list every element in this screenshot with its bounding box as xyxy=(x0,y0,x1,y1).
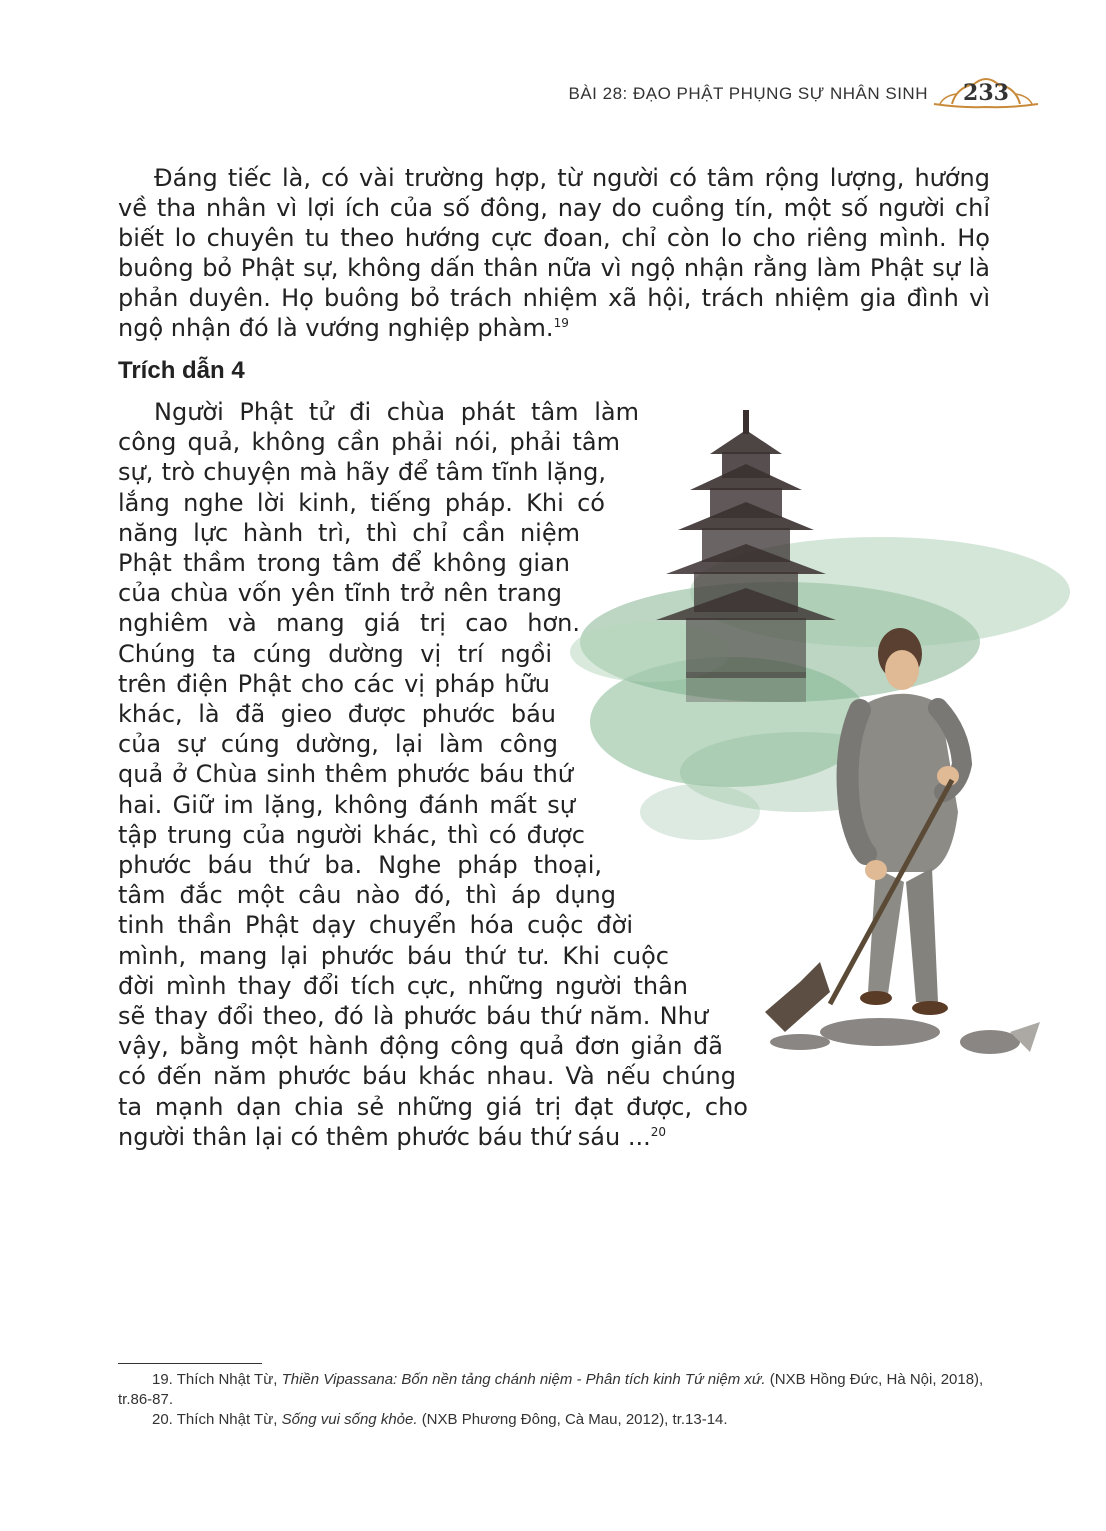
footnote-19 xyxy=(118,1370,998,1410)
page-number-badge xyxy=(932,74,1040,114)
quote-line: sẽ thay đổi theo, đó là phước báu thứ năm. Như xyxy=(118,1002,708,1031)
footnote-ref-20[interactable]: 20 xyxy=(650,1124,667,1139)
quote-line-last xyxy=(118,1122,678,1152)
quote-line: Người Phật tử đi chùa phát tâm làm xyxy=(154,398,639,426)
quote-line: năng lực hành trì, thì chỉ cần niệm xyxy=(118,518,580,547)
footnote-publication: (NXB Phương Đông, Cà Mau, 2012), tr.13-14. xyxy=(421,1411,728,1428)
quote-line: của chùa vốn yên tĩnh trở nên trang xyxy=(118,579,562,608)
footnote-author: Thích Nhật Từ, xyxy=(176,1411,278,1428)
quote-line: mình, mang lại phước báu thứ tư. Khi cuộc xyxy=(118,941,669,970)
quote-line: quả ở Chùa sinh thêm phước báu thứ xyxy=(118,760,573,789)
quote-line: tâm đắc một câu nào đó, thì áp dụng xyxy=(118,881,616,910)
quote-line: của sự cúng dường, lại làm công xyxy=(118,730,558,759)
footnote-divider xyxy=(118,1363,262,1364)
footnote-20 xyxy=(118,1410,998,1430)
quote-line: đời mình thay đổi tích cực, những người thân xyxy=(118,971,688,1000)
quote-line: Chúng ta cúng dường vị trí ngồi xyxy=(118,639,552,668)
footnote-ref-19[interactable]: 19 xyxy=(553,316,569,330)
footnote-number: 20. xyxy=(152,1411,173,1428)
quote-line: ta mạnh dạn chia sẻ những giá trị đạt được, cho xyxy=(118,1092,748,1121)
page-header xyxy=(568,74,1040,114)
footnotes xyxy=(118,1370,998,1430)
footnote-author: Thích Nhật Từ, xyxy=(176,1371,278,1388)
footnote-title: Thiền Vipassana: Bốn nền tảng chánh niệm - Phân tích kinh Tứ niệm xứ. xyxy=(281,1371,766,1388)
quote-line: phước báu thứ ba. Nghe pháp thoại, xyxy=(118,851,602,880)
quote-line: tinh thần Phật dạy chuyển hóa cuộc đời xyxy=(118,911,633,940)
quote-line: sự, trò chuyện mà hãy để tâm tĩnh lặng, xyxy=(118,458,606,487)
quote-line: khác, là đã gieo được phước báu xyxy=(118,700,556,729)
quote-line: có đến năm phước báu khác nhau. Và nếu chúng xyxy=(118,1062,736,1091)
section-heading: Trích dẫn 4 xyxy=(118,357,245,384)
footnote-publication: (NXB Hồng Đức, Hà Nội, 2018), tr.86-87. xyxy=(118,1371,984,1408)
quote-line: lắng nghe lời kinh, tiếng pháp. Khi có xyxy=(118,488,605,517)
swept-leaves xyxy=(770,1018,1040,1054)
quote-line: trên điện Phật cho các vị pháp hữu xyxy=(118,669,550,698)
quote-block xyxy=(118,397,758,1152)
body-paragraph xyxy=(118,163,990,343)
paragraph-text: Đáng tiếc là, có vài trường hợp, từ người có tâm rộng lượng, hướng về tha nhân vì lợi ích của số đông, nay do cuồng tín, một số người chỉ biết lo chuyên tu theo hướng cực đoan, chỉ còn lo cho riêng mình. Họ buông bỏ Phật sự, không dấn thân nữa vì ngộ nhận rằng làm Phật sự là phản duyên. Họ buông bỏ trách nhiệm xã hội, trách nhiệm gia đình vì ngộ nhận đó là vướng nghiệp phàm. xyxy=(118,164,990,342)
quote-line: hai. Giữ im lặng, không đánh mất sự xyxy=(118,790,575,819)
quote-line: Phật thầm trong tâm để không gian xyxy=(118,549,570,578)
page-number: 233 xyxy=(963,80,1009,106)
quote-line: tập trung của người khác, thì có được xyxy=(118,820,585,849)
quote-line: nghiêm và mang giá trị cao hơn. xyxy=(118,609,580,638)
footnote-number: 19. xyxy=(152,1371,173,1388)
quote-line: công quả, không cần phải nói, phải tâm xyxy=(118,428,620,457)
footnote-title: Sống vui sống khỏe. xyxy=(281,1411,418,1428)
chapter-title: BÀI 28: ĐẠO PHẬT PHỤNG SỰ NHÂN SINH xyxy=(568,84,928,103)
quote-line-text: người thân lại có thêm phước báu thứ sáu ... xyxy=(118,1122,651,1151)
quote-line: vậy, bằng một hành động công quả đơn giản đã xyxy=(118,1032,723,1061)
